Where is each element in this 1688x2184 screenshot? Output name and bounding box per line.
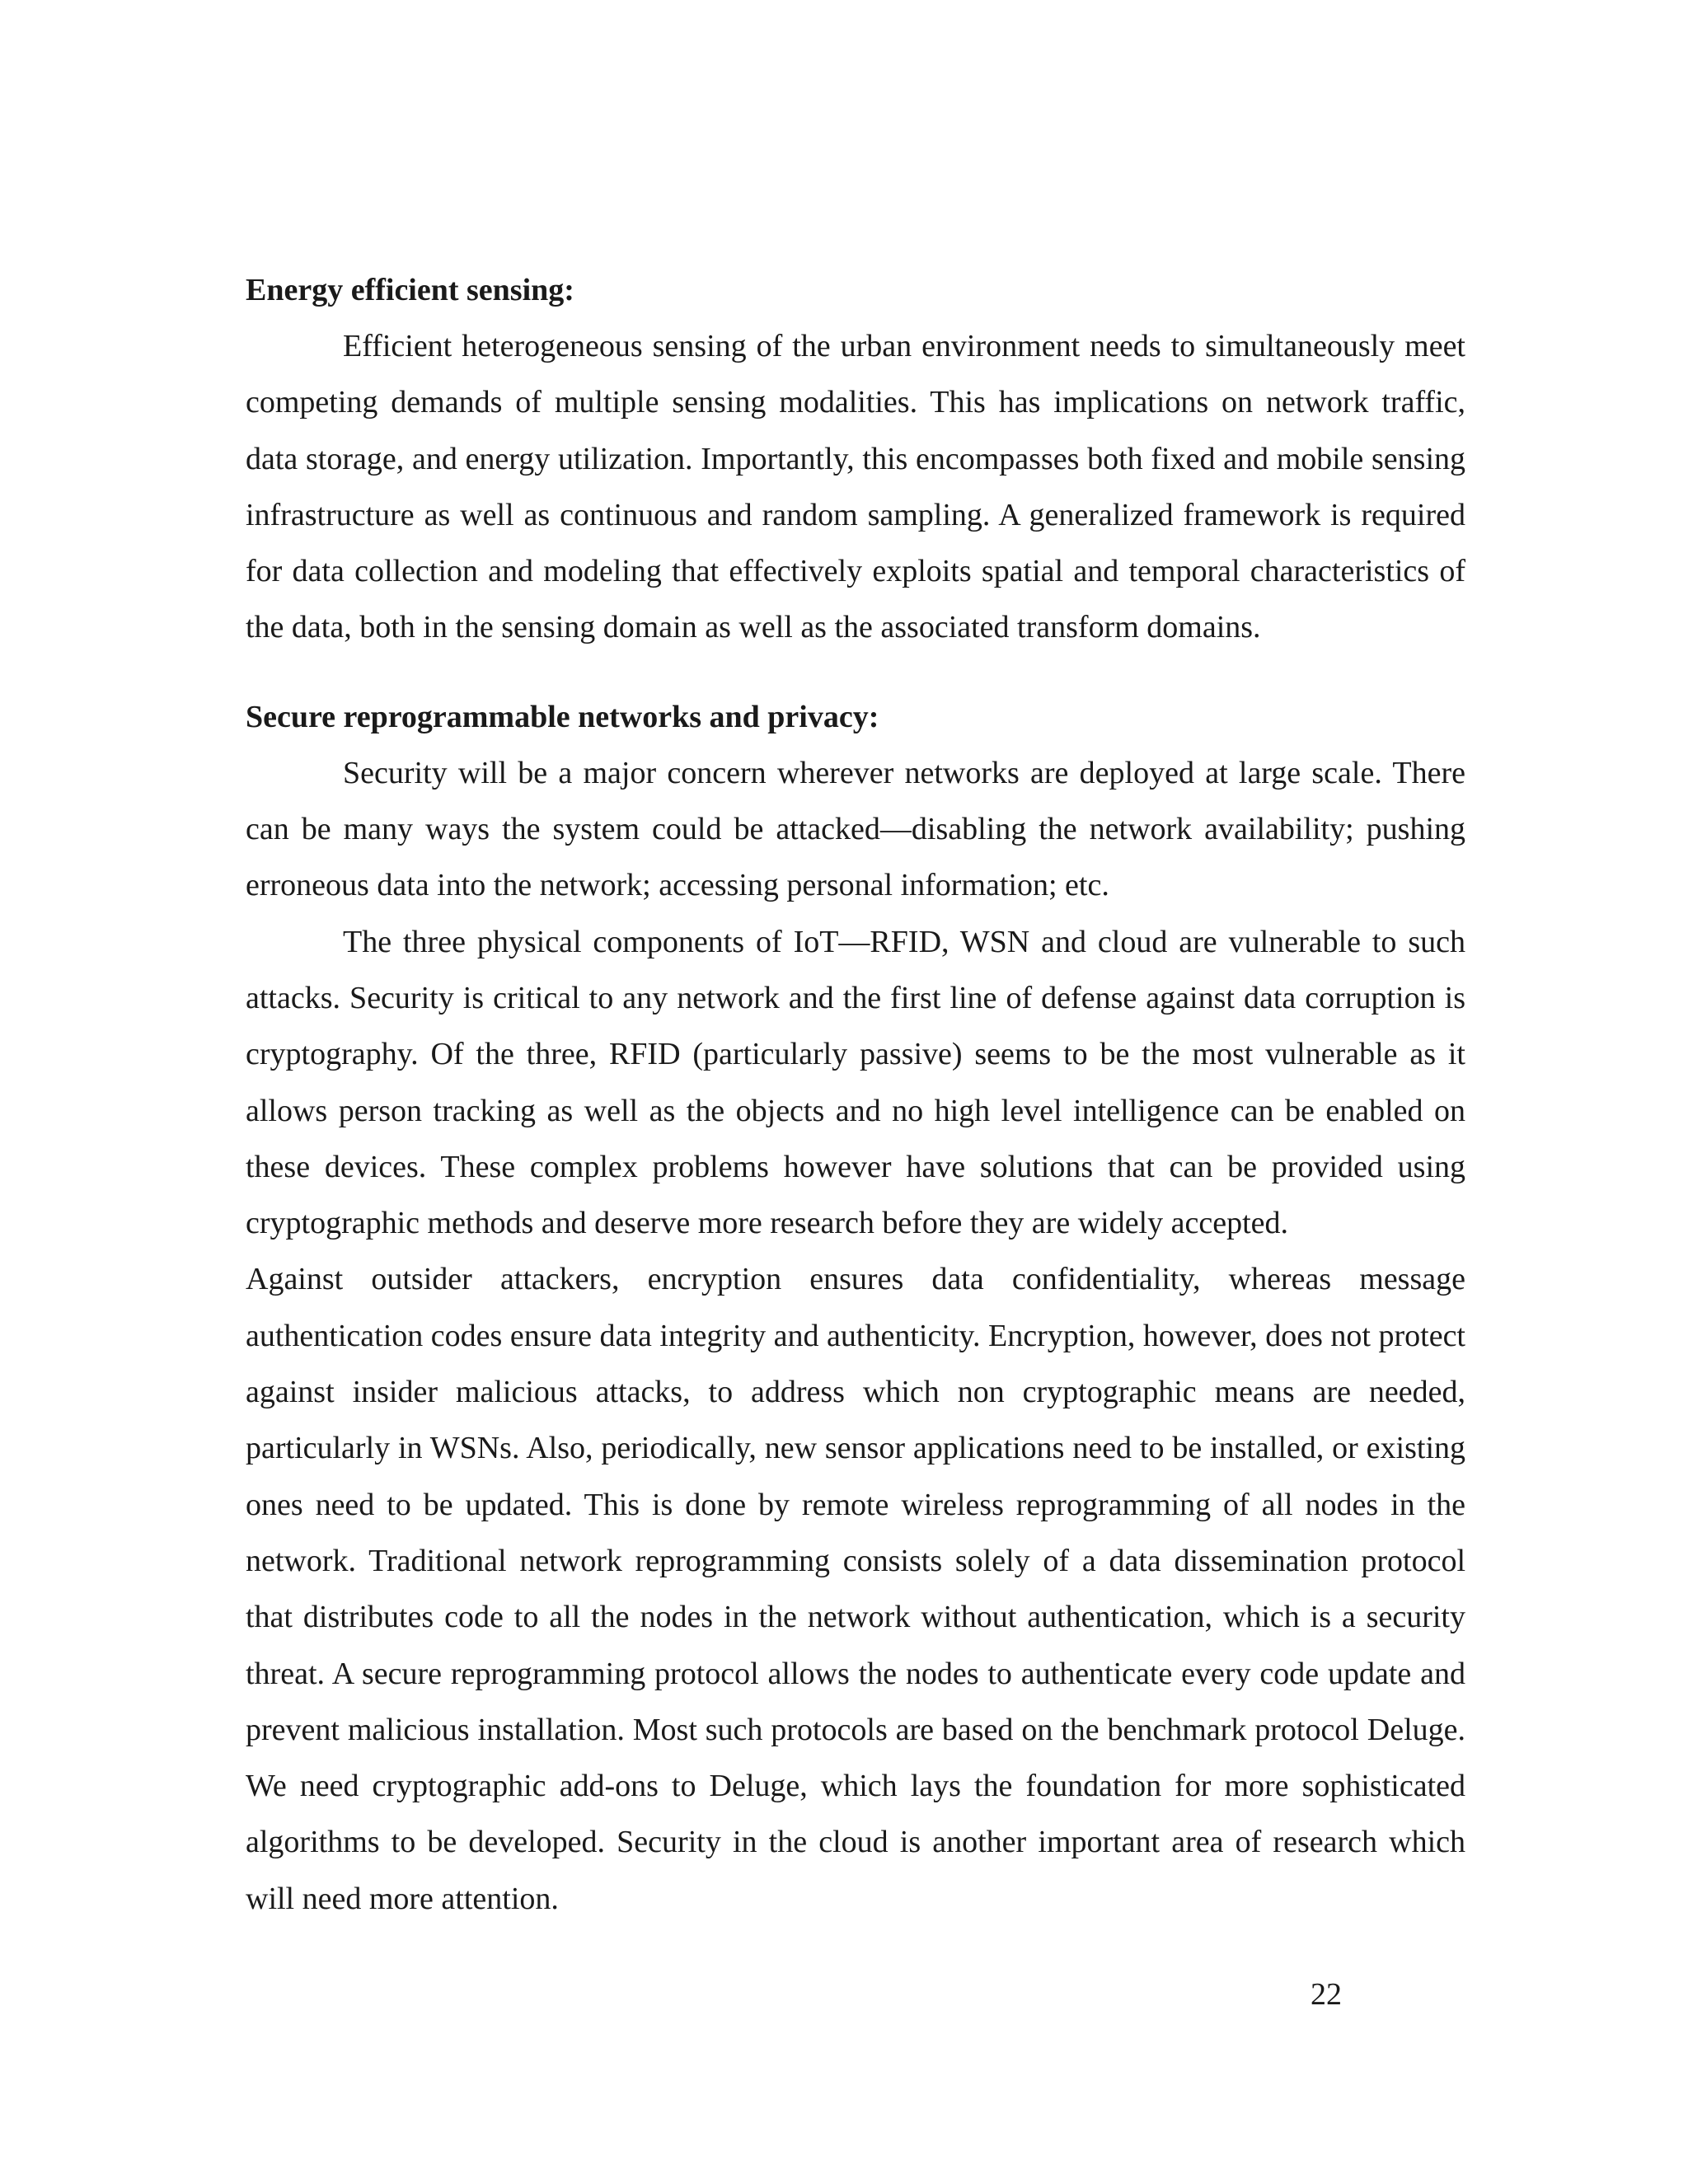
paragraph-outsider-attackers: Against outsider attackers, encryption ensures data confidentiality, whereas message authentication codes ensure data integrity and authenticity. Encryption, however, does not protect against insider malicious attacks, to address which non cryptographic means are needed, particularly in WSNs. Also, periodically, new sensor applications need to be installed, or existing ones need to be updated. This is done by remote wireless reprogramming of all nodes in the network. Traditional network reprogramming consists solely of a data dissemination protocol that distributes code to all the nodes in the network without authentication, which is a security threat. A secure reprogramming protocol allows the nodes to authenticate every code update and prevent malicious installation. Most such protocols are based on the benchmark protocol Deluge. We need cryptographic add-ons to Deluge, which lays the foundation for more sophisticated algorithms to be developed. Security in the cloud is another important area of research which will need more attention.	[246, 1262, 1465, 1916]
section-heading-energy-efficient-sensing: Energy efficient sensing:	[246, 273, 574, 307]
paragraph-security-concern: Security will be a major concern wherever networks are deployed at large scale. There can be many ways the system could be attacked—disabling the network availability; pushing erroneous data into the network; accessing personal information; etc.	[246, 755, 1465, 903]
document-page	[246, 262, 1465, 1927]
page-number: 22	[1311, 1977, 1342, 2012]
paragraph-iot-components: The three physical components of IoT—RFID, WSN and cloud are vulnerable to such attacks. Security is critical to any network and the first line of defense against data corruption is cryptography. Of the three, RFID (particularly passive) seems to be the most vulnerable as it allows person tracking as well as the objects and no high level intelligence can be enabled on these devices. These complex problems however have solutions that can be provided using cryptographic methods and deserve more research before they are widely accepted.	[246, 924, 1465, 1241]
section-heading-secure-networks-privacy: Secure reprogrammable networks and privacy:	[246, 699, 879, 734]
section-divider-space	[246, 656, 1465, 689]
paragraph-energy-sensing: Efficient heterogeneous sensing of the urban environment needs to simultaneously meet competing demands of multiple sensing modalities. This has implications on network traffic, data storage, and energy utilization. Importantly, this encompasses both fixed and mobile sensing infrastructure as well as continuous and random sampling. A generalized framework is required for data collection and modeling that effectively exploits spatial and temporal characteristics of the data, both in the sensing domain as well as the associated transform domains.	[246, 329, 1465, 645]
